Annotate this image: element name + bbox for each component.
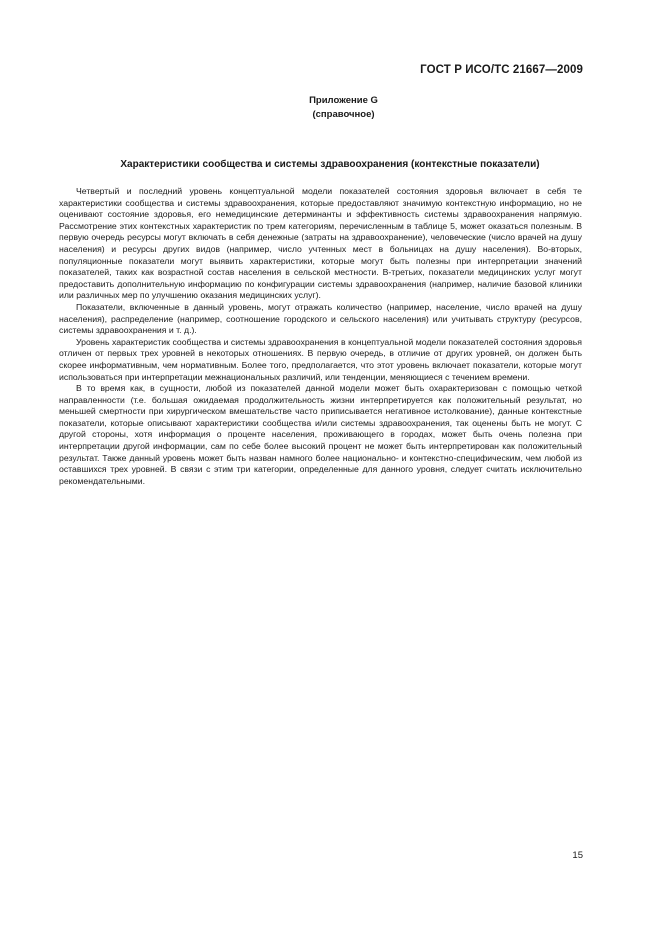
standard-code: ГОСТ Р ИСО/ТС 21667—2009 [420,64,583,76]
body-text [59,186,582,487]
appendix-heading [0,94,661,122]
appendix-title: Приложение G [309,95,378,106]
paragraph: Показатели, включенные в данный уровень, могут отражать количество (например, население, число врачей на душу населения), распределение (например, соотношение городского и сельского населения) или учитывать структуру (ресурсов, системы здравоохранения и т. д.). [59,301,582,336]
page-number: 15 [572,850,583,861]
appendix-subtitle: (справочное) [312,109,375,120]
paragraph: Уровень характеристик сообщества и системы здравоохранения в концептуальной модели показателей состояния здоровья отличен от первых трех уровней в некоторых отношениях. В первую очередь, в отличие от других уровней, он должен быть скорее информативным, чем нормативным. Более того, предполагается, что этот уровень включает показатели, которые могут использоваться при интерпретации межнациональных различий, или тенденции, меняющиеся с течением времени. [59,336,582,382]
paragraph: В то время как, в сущности, любой из показателей данной модели может быть охарактеризован с помощью четкой направленности (т.е. большая ожидаемая продолжительность жизни интерпретируется как положительный результат, но меньшей смертности при хирургическом вмешательстве часто приписывается негативное истолкование), данные контекстные показатели, которые описывают характеристики сообщества и/или системы здравоохранения, так оценены быть не могут. С другой стороны, хотя информация о проценте населения, проживающего в городах, может быть очень полезна при интерпретации другой информации, сам по себе более высокий процент не может быть интерпретирован как положительный результат. Также данный уровень может быть назван намного более национально- и контекстно-специфическим, чем любой из оставшихся трех уровней. В связи с этим три категории, определенные для данного уровня, следует считать исключительно рекомендательными. [59,383,582,486]
section-title: Характеристики сообщества и системы здравоохранения (контекстные показатели) [120,159,540,170]
paragraph: Четвертый и последний уровень концептуальной модели показателей состояния здоровья включает в себя те характеристики сообщества и системы здравоохранения, которые предоставляют значимую контекстную информацию, но не оценивают состояние здоровья, его немедицинские детерминанты и эффективность системы здравоохранения напрямую. Рассмотрение этих контекстных характеристик по трем категориям, перечисленным в таблице 5, может оказаться полезным. В первую очередь ресурсы могут включать в себя денежные (затраты на здравоохранение), человеческие (число врачей на душу населения) и ресурсы других видов (например, число учтенных мест в больницах на душу населения). Во-вторых, популяционные показатели могут выявить характеристики, которые могут быть полезны при интерпретации значений показателей, таких как возрастной состав населения в сельской местности. В-третьих, показатели медицинских услуг могут предоставить дополнительную информацию по конфигурации системы здравоохранения (например, наличие базовой клиники или различных мер по улучшению оказания медицинских услуг). [59,186,582,301]
